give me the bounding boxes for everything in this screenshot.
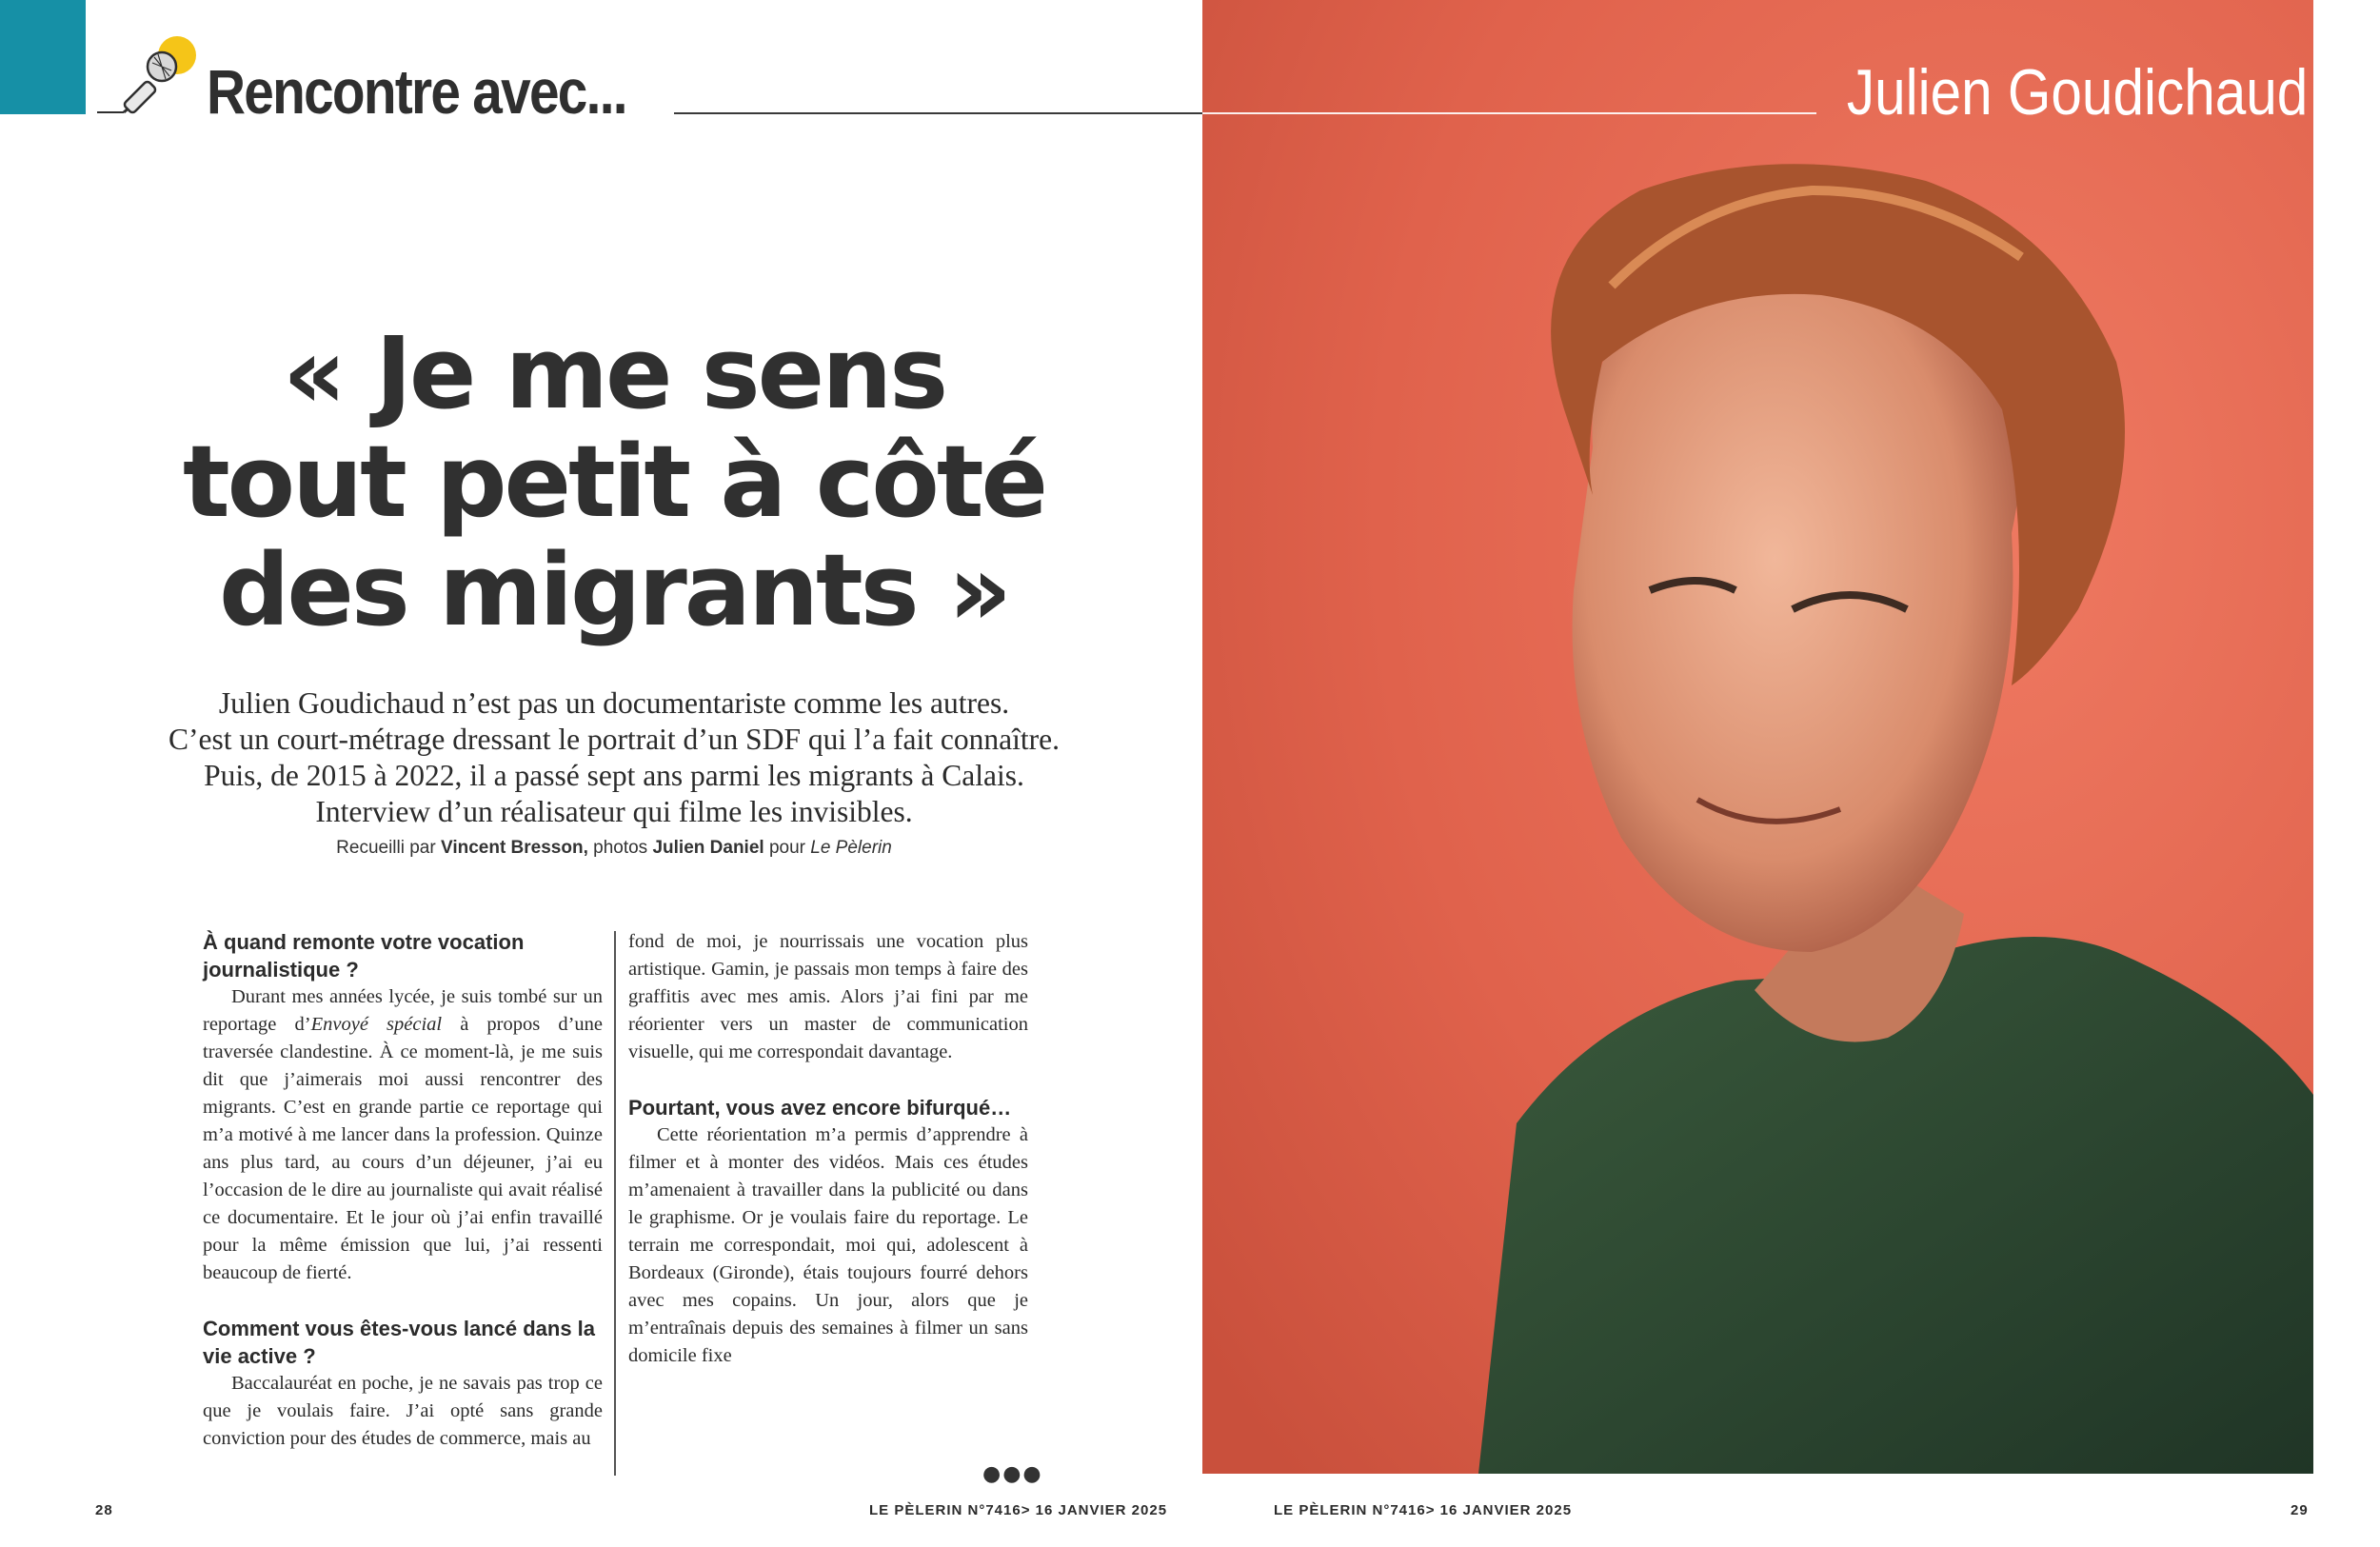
byline-author: Vincent Bresson,	[440, 838, 588, 858]
byline-prefix: Recueilli par	[336, 838, 441, 858]
issue-line-left: LE PÈLERIN N°7416> 16 JANVIER 2025	[869, 1502, 1168, 1518]
issue-line-right: LE PÈLERIN N°7416> 16 JANVIER 2025	[1274, 1502, 1573, 1518]
section-color-tab	[0, 0, 86, 114]
interview-question: Pourtant, vous avez encore bifurqué…	[628, 1096, 1012, 1120]
article-column-2	[628, 928, 1028, 1370]
portrait-photo	[1202, 0, 2313, 1474]
page-number-left: 28	[95, 1502, 113, 1518]
answer-text: à propos d’une traversée clandestine. À ce moment-là, je me suis dit que j’aimerais moi aussi rencontrer des migrants. C’est en grande partie ce reportage qui m’a motivé à me lancer dans la profession. Quinze ans plus tard, au cours d’un déjeuner, j’ai eu l’occasion de le dire au journaliste qui avait réalisé ce documentaire. Et le jour où j’ai enfin travaillé pour la même émission que lui, j’ai ressenti beaucoup de fierté.	[203, 1014, 603, 1283]
headline-line: des migrants »	[218, 532, 1010, 648]
standfirst-line: Julien Goudichaud n’est pas un documentariste comme les autres.	[218, 686, 1010, 720]
standfirst	[124, 685, 1104, 830]
microphone-icon	[95, 34, 200, 120]
headline	[133, 315, 1095, 648]
interviewee-name: Julien Goudichaud	[1846, 56, 2308, 129]
byline-middle: photos	[587, 838, 653, 858]
interview-question: À quand remonte votre vocation journalistique ?	[203, 930, 525, 982]
interview-answer: Baccalauréat en poche, je ne savais pas trop ce que je voulais faire. J’ai opté sans grande conviction pour des études de commerce, mais au	[203, 1373, 603, 1449]
interview-answer	[203, 983, 603, 1287]
article-column-1	[203, 928, 603, 1453]
byline-for: pour	[764, 838, 811, 858]
header-rule-photo	[1202, 112, 1816, 114]
headline-line: tout petit à côté	[182, 424, 1046, 540]
standfirst-line: C’est un court-métrage dressant le portrait d’un SDF qui l’a fait connaître.	[169, 723, 1060, 756]
show-title: Envoyé spécial	[310, 1014, 443, 1035]
answer-text: Durant mes années lycée, je suis tombé sur un reportage d’	[203, 986, 603, 1035]
interview-question: Comment vous êtes-vous lancé dans la vie active ?	[203, 1317, 596, 1368]
byline-photographer: Julien Daniel	[652, 838, 764, 858]
byline-publication: Le Pèlerin	[810, 838, 892, 858]
interview-answer-continued: fond de moi, je nourrissais une vocation plus artistique. Gamin, je passais mon temps à faire des graffitis avec mes amis. Alors j’ai fini par me réorienter vers un master de communication visuelle, qui me correspondait davantage.	[628, 931, 1028, 1062]
page-number-right: 29	[2291, 1502, 2309, 1518]
standfirst-line: Puis, de 2015 à 2022, il a passé sept ans parmi les migrants à Calais.	[204, 759, 1024, 792]
column-divider	[614, 931, 616, 1476]
section-rubric: Rencontre avec...	[207, 56, 626, 127]
continuation-dots: ●●●	[982, 1462, 1043, 1486]
byline	[124, 838, 1104, 859]
interview-answer: Cette réorientation m’a permis d’apprendre à filmer et à monter des vidéos. Mais ces études m’amenaient à travailler dans la publicité ou dans le graphisme. Or je voulais faire du reportage. Le terrain me correspondait, moi qui, adolescent à Bordeaux (Gironde), étais toujours fourré dehors avec mes copains. Un jour, alors que je m’entraînais depuis des semaines à filmer un sans domicile fixe	[628, 1124, 1028, 1366]
standfirst-line: Interview d’un réalisateur qui filme les invisibles.	[315, 795, 913, 828]
header-rule	[674, 112, 1202, 114]
headline-line: « Je me sens	[282, 315, 946, 431]
